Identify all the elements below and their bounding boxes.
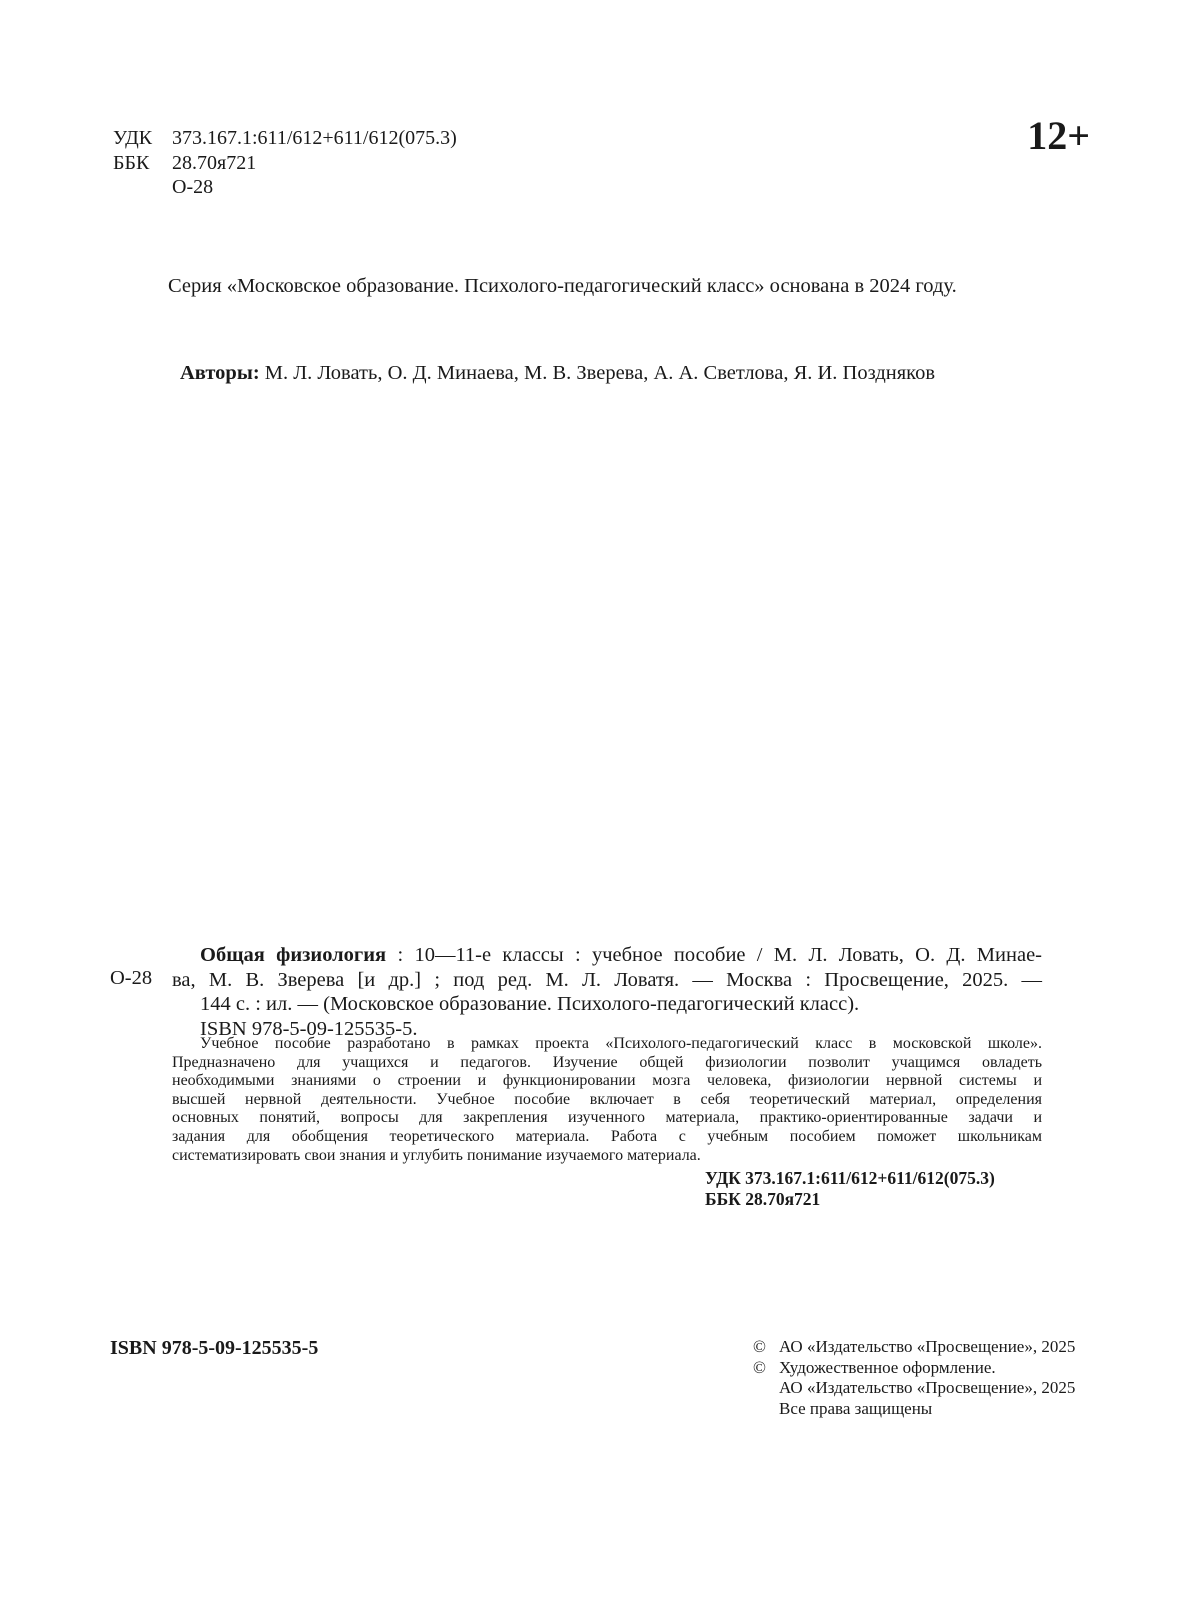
record-isbn: ISBN 978-5-09-125535-5. bbox=[200, 1017, 418, 1040]
copyright-line-2: Художественное оформление. bbox=[779, 1357, 996, 1377]
authors-names: М. Л. Ловать, О. Д. Минаева, М. В. Зверева, А. А. Светлова, Я. И. Поздняков bbox=[259, 362, 936, 384]
annotation-line: систематизировать свои знания и углубить понимание изучаемого материала. bbox=[172, 1146, 701, 1164]
book-title: Общая физиология bbox=[200, 944, 387, 966]
bbk-value: 28.70я721 bbox=[172, 152, 257, 174]
card-udk-line: УДК 373.167.1:611/612+611/612(075.3) bbox=[705, 1168, 995, 1188]
age-rating-badge: 12+ bbox=[1027, 113, 1090, 158]
annotation bbox=[172, 1035, 1042, 1165]
record-line-1 bbox=[172, 943, 1042, 968]
annotation-line: высшей нервной деятельности. Учебное пособие включает в себя теоретический материал, определения bbox=[172, 1090, 1042, 1108]
copyright-line-3: АО «Издательство «Просвещение», 2025 bbox=[779, 1378, 1076, 1397]
udk-label: УДК bbox=[113, 127, 153, 149]
record-line-3: 144 с. : ил. — (Московское образование. Психолого-педагогический класс). bbox=[200, 993, 860, 1015]
copyright-row-2 bbox=[753, 1358, 1075, 1379]
series-note: Серия «Московское образование. Психолого-педагогический класс» основана в 2024 году. bbox=[168, 275, 957, 297]
copyright-row-1 bbox=[753, 1337, 1075, 1358]
copyright-line-1: АО «Издательство «Просвещение», 2025 bbox=[779, 1337, 1076, 1356]
card-author-code: О-28 bbox=[110, 967, 153, 989]
authors-label: Авторы: bbox=[180, 362, 260, 384]
annotation-line: задания для обобщения теоретического материала. Работа с учебным пособием поможет школьникам bbox=[172, 1127, 1042, 1145]
copyright-row-3 bbox=[753, 1378, 1075, 1399]
annotation-line: необходимыми знаниями о строении и функционировании мозга человека, физиологии нервной системы и bbox=[172, 1072, 1042, 1090]
record-line-1-rest: : 10—11-е классы : учебное пособие / М. Л. Ловать, О. Д. Минае- bbox=[386, 944, 1042, 966]
authors-line bbox=[180, 362, 935, 385]
copyright-block bbox=[753, 1337, 1075, 1419]
copyright-icon: © bbox=[753, 1337, 766, 1356]
annotation-line: Учебное пособие разработано в рамках проекта «Психолого-педагогический класс в московской школе». bbox=[200, 1035, 1042, 1052]
copyright-line-4: Все права защищены bbox=[779, 1398, 933, 1418]
bbk-label: ББК bbox=[113, 152, 150, 174]
author-code: О-28 bbox=[172, 176, 214, 198]
card-classification bbox=[705, 1168, 995, 1210]
isbn: ISBN 978-5-09-125535-5 bbox=[110, 1337, 319, 1359]
record-line-2: ва, М. В. Зверева [и др.] ; под ред. М. Л. Ловатя. — Москва : Просвещение, 2025. — bbox=[172, 968, 1042, 991]
copyright-row-4 bbox=[753, 1399, 1075, 1420]
udk-value: 373.167.1:611/612+611/612(075.3) bbox=[172, 127, 457, 149]
copyright-icon: © bbox=[753, 1357, 766, 1377]
card-bbk-line: ББК 28.70я721 bbox=[705, 1189, 821, 1209]
annotation-line: основных понятий, вопросы для закрепления изученного материала, практико-ориентированные задачи и bbox=[172, 1109, 1042, 1127]
bibliographic-record bbox=[172, 943, 1042, 1041]
annotation-line: Предназначено для учащихся и педагогов. Изучение общей физиологии позволит учащимся овладеть bbox=[172, 1053, 1042, 1071]
